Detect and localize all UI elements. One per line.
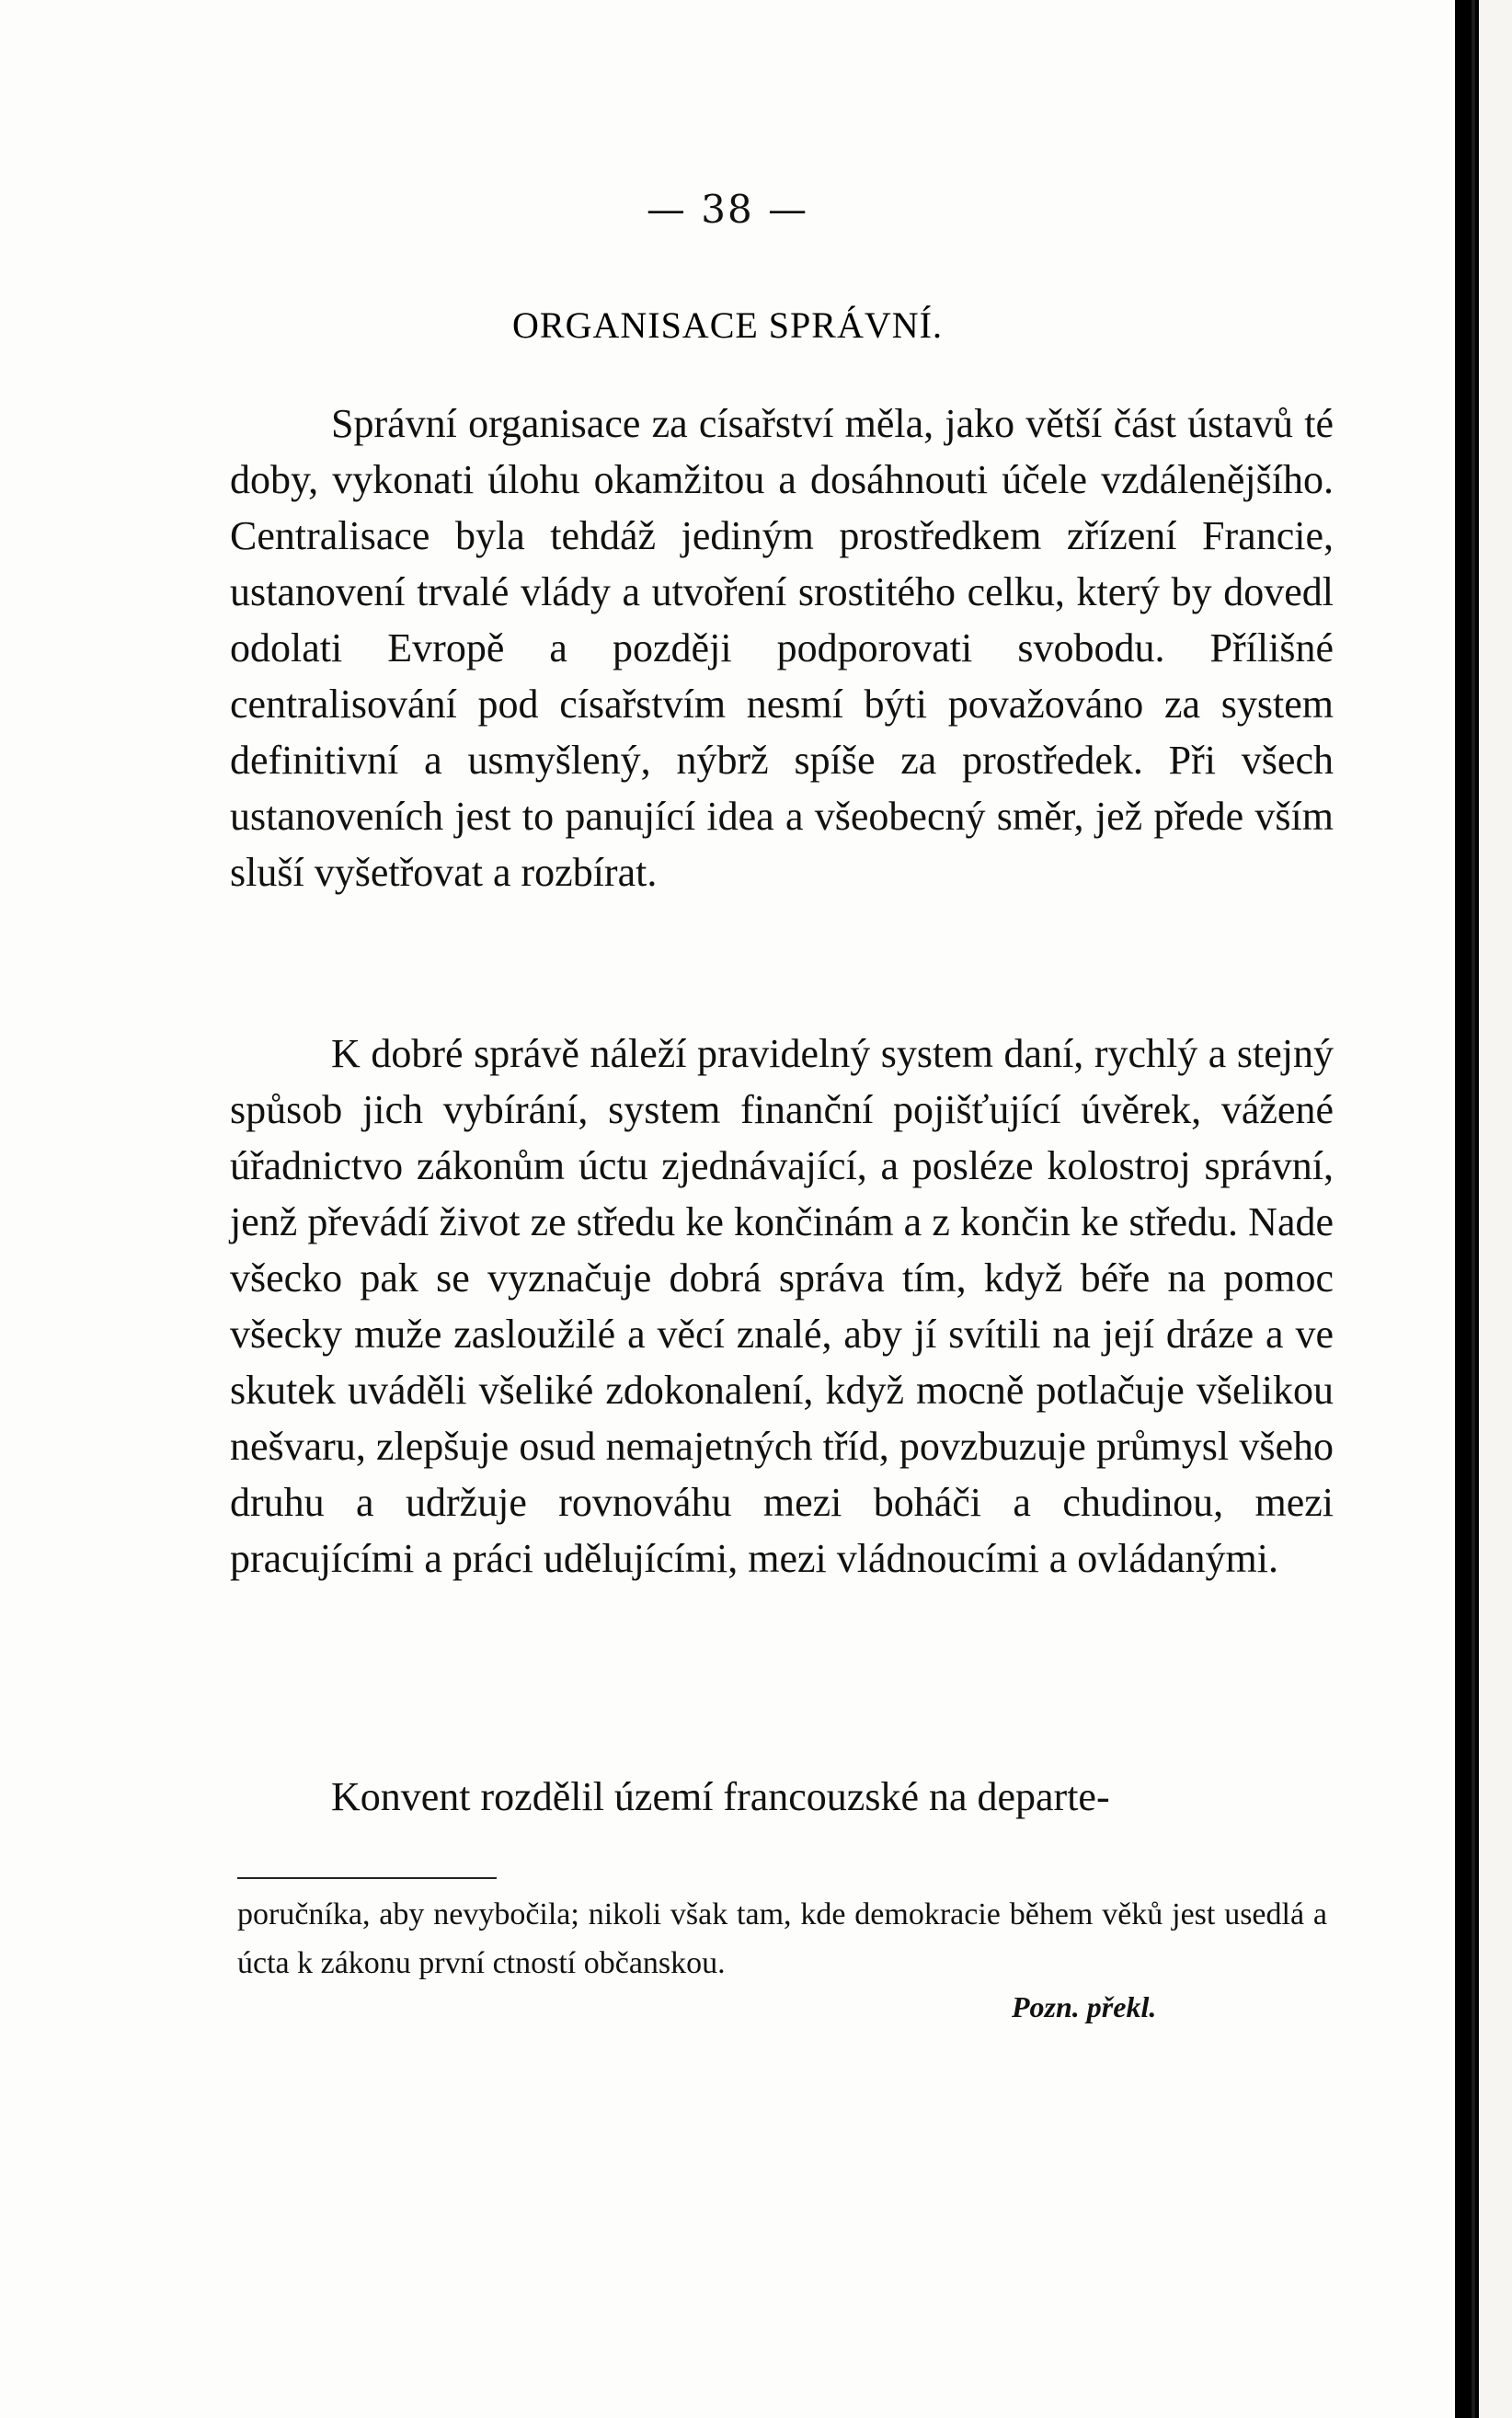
paragraph-text: Správní organisace za císařství měla, jako větší část ústavů té doby, vykonati úlohu okamžitou a dosáhnouti účele vzdálenějšího. Centralisace byla tehdáž jediným prostředkem zřízení Francie, ustanovení trvalé vlády a utvoření srostitého celku, který by dovedl odolati Evropě a později podporovati svobodu. Přílišné centralisování pod císařstvím nesmí býti považováno za system definitivní a usmyšlený, nýbrž spíše za prostředek. Při všech ustanoveních jest to panující idea a všeobecný směr, jež přede vším sluší vyšetřovat a rozbírat. xyxy=(230,401,1334,895)
footnote-divider xyxy=(237,1877,497,1879)
section-title: ORGANISACE SPRÁVNÍ. xyxy=(512,304,943,346)
next-page-sliver xyxy=(1479,0,1512,2418)
paragraph-2 xyxy=(230,1026,1334,1587)
paragraph-1 xyxy=(230,395,1334,900)
footnote-signature: Pozn. překl. xyxy=(1012,1990,1157,2023)
page-number: — 38 — xyxy=(646,187,809,232)
scan-edge-line xyxy=(1472,0,1475,2418)
footnote-text: poručníka, aby nevybočila; nikoli však tam, kde demokracie během věků jest usedlá a úcta k zákonu první ctností občanskou. xyxy=(237,1897,1327,1980)
paragraph-text: Konvent rozdělil území francouzské na departe- xyxy=(331,1774,1110,1819)
paragraph-3 xyxy=(230,1769,1334,1825)
paragraph-text: K dobré správě náleží pravidelný system daní, rychlý a stejný spůsob jich vybírání, system finanční pojišťující úvěrek, vážené úřadnictvo zákonům úctu zjednávající, a posléze kolostroj správní, jenž převádí život ze středu ke končinám a z končin ke středu. Nade všecko pak se vyznačuje dobrá správa tím, když béře na pomoc všecky muže zasloužilé a věcí znalé, aby jí svítili na její dráze a ve skutek uváděli všeliké zdokonalení, když mocně potlačuje všelikou nešvaru, zlepšuje osud nemajetných tříd, povzbuzuje průmysl všeho druhu a udržuje rovnováhu mezi boháči a chudinou, mezi pracujícími a práci udělujícími, mezi vládnoucími a ovládanými. xyxy=(230,1031,1334,1581)
footnote xyxy=(237,1890,1327,1988)
